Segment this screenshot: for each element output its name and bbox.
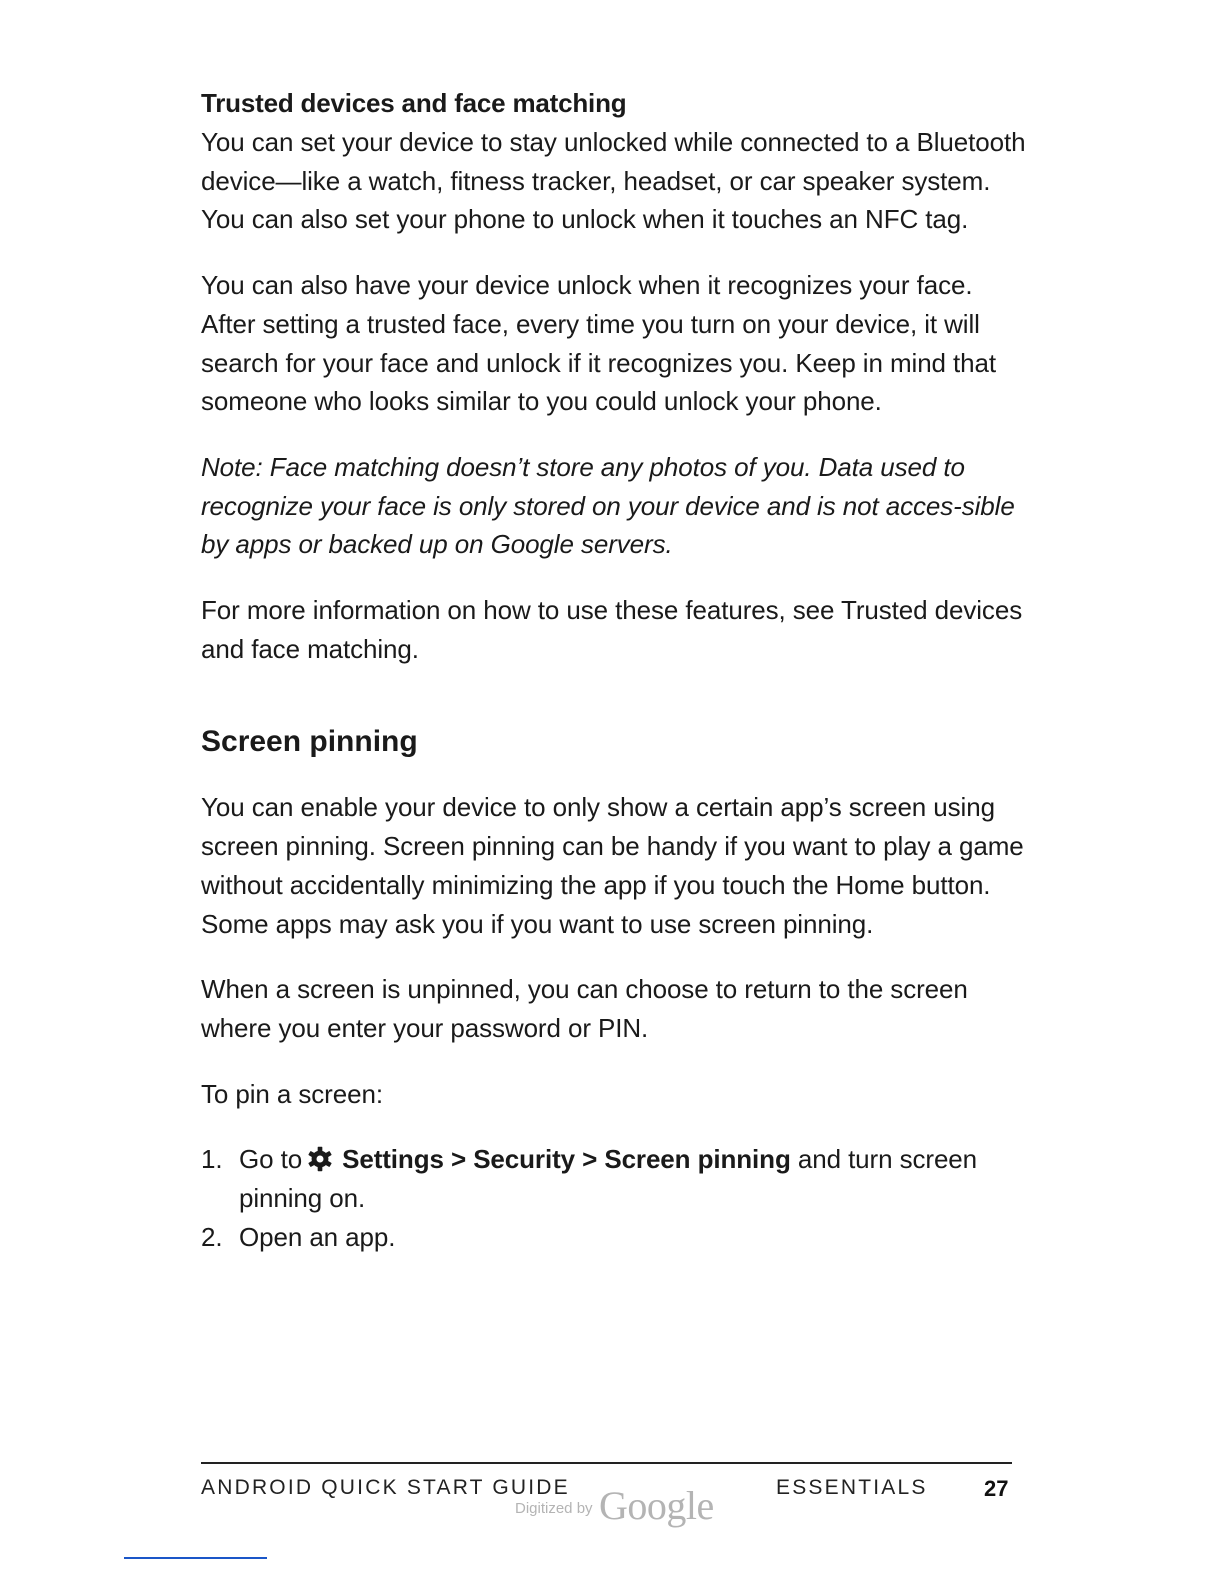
trusted-devices-more-info: For more information on how to use these features, see Trusted devices and face matching. bbox=[201, 595, 1023, 664]
page-content bbox=[201, 84, 1031, 1256]
pin-steps-list bbox=[201, 1140, 1031, 1256]
pin-step-1 bbox=[201, 1140, 1031, 1217]
trusted-devices-paragraph-2: You can also have your device unlock when it recognizes your face. After setting a trusted face, every time you turn on your device, it will search for your face and unlock if it recognizes you. Keep in mind that someone who looks similar to you could unlock your phone. bbox=[201, 270, 997, 417]
footer-divider bbox=[201, 1462, 1012, 1464]
pin-step-2 bbox=[201, 1218, 1031, 1257]
settings-path: Settings > Security > Screen pinning bbox=[342, 1144, 791, 1175]
page-number: 27 bbox=[984, 1476, 1009, 1501]
google-logo: Google bbox=[599, 1483, 714, 1528]
gear-icon bbox=[306, 1145, 334, 1173]
screen-pinning-title: Screen pinning bbox=[201, 725, 418, 759]
face-matching-note: Note: Face matching doesn’t store any photos of you. Data used to recognize your face is only stored on your device and is not acces-sible by apps or backed up on Google servers. bbox=[201, 451, 1015, 560]
screen-pinning-intro: To pin a screen: bbox=[201, 1078, 383, 1109]
step-text-suffix: and turn screen pinning on. bbox=[239, 1144, 978, 1214]
corner-mark bbox=[124, 1557, 267, 1559]
trusted-devices-heading: Trusted devices and face matching bbox=[201, 88, 627, 118]
watermark-prefix: Digitized by bbox=[515, 1500, 593, 1517]
screen-pinning-paragraph-2: When a screen is unpinned, you can choose to return to the screen where you enter your password or PIN. bbox=[201, 974, 968, 1043]
step-text-prefix: Go to bbox=[239, 1144, 303, 1175]
footer-chapter: ESSENTIALS bbox=[776, 1476, 928, 1499]
digitized-watermark bbox=[515, 1482, 714, 1529]
step-text: Open an app. bbox=[239, 1221, 396, 1252]
step-number: 2. bbox=[201, 1221, 223, 1252]
step-number: 1. bbox=[201, 1144, 223, 1175]
footer-book-title: ANDROID QUICK START GUIDE bbox=[201, 1476, 570, 1499]
trusted-devices-paragraph-1: You can set your device to stay unlocked while connected to a Bluetooth device—like a watch, fitness tracker, headset, or car speaker system. You can also set your phone to unlock when it touches an NFC tag. bbox=[201, 127, 1026, 235]
screen-pinning-paragraph-1: You can enable your device to only show a certain app’s screen using screen pinning. Screen pinning can be handy if you want to play a game without accidentally minimizing the app if you touch the Home button. Some apps may ask you if you want to use screen pinning. bbox=[201, 792, 1024, 939]
